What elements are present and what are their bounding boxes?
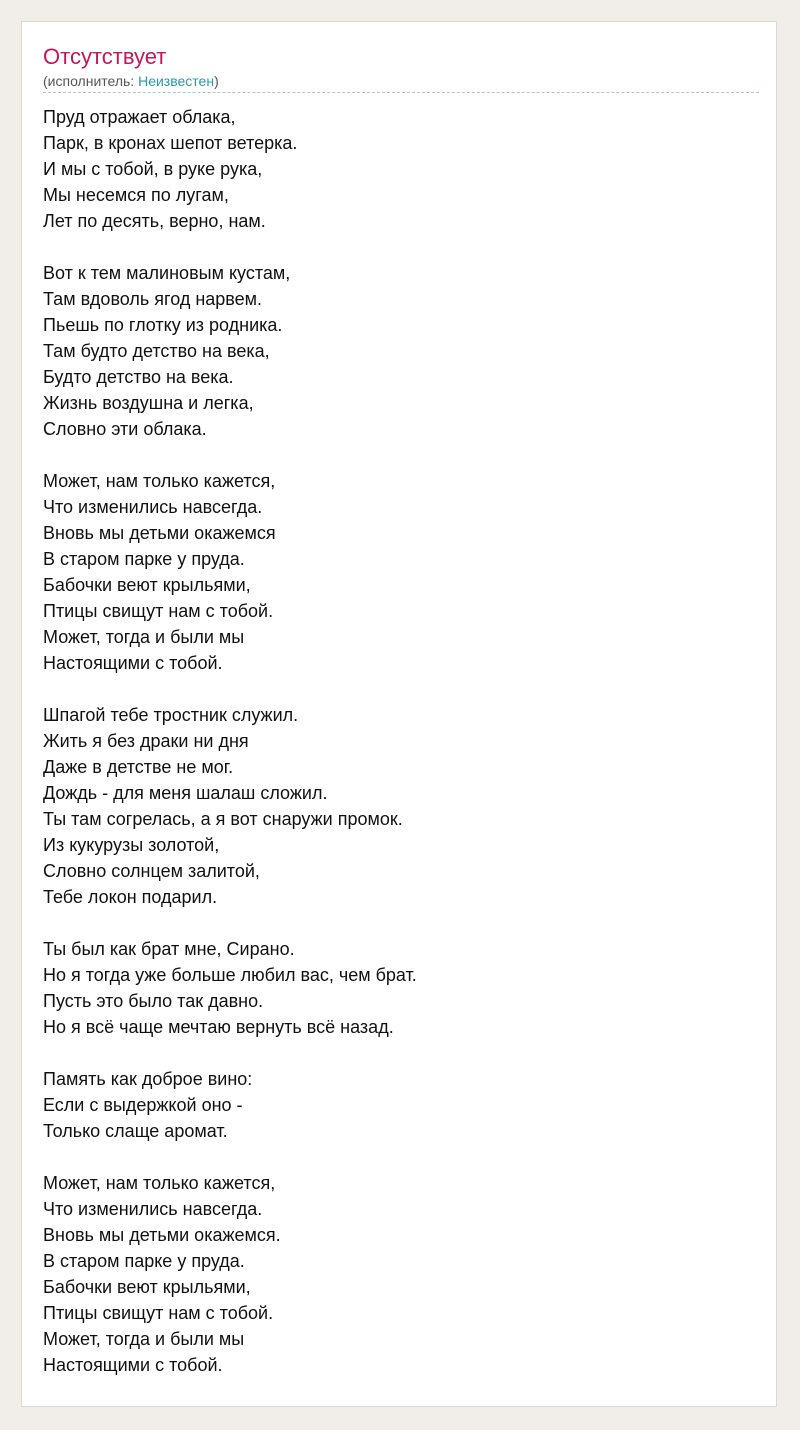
lyrics-body xyxy=(43,104,759,1404)
song-header xyxy=(43,44,759,93)
lyrics-stanza xyxy=(43,1066,759,1144)
lyric-line: И мы с тобой, в руке рука, xyxy=(43,159,263,179)
lyric-line: Будто детство на века. xyxy=(43,367,234,387)
lyrics-card xyxy=(21,21,777,1407)
lyric-line: Может, нам только кажется, xyxy=(43,471,276,491)
lyric-line: Вновь мы детьми окажемся. xyxy=(43,1225,281,1245)
lyric-line: Но я всё чаще мечтаю вернуть всё назад. xyxy=(43,1017,394,1037)
lyric-line: Там вдоволь ягод нарвем. xyxy=(43,289,263,309)
lyrics-stanza xyxy=(43,936,759,1040)
lyric-line: Тебе локон подарил. xyxy=(43,887,218,907)
lyric-line: Птицы свищут нам с тобой. xyxy=(43,601,274,621)
lyric-line: Только слаще аромат. xyxy=(43,1121,228,1141)
lyric-line: Пусть это было так давно. xyxy=(43,991,264,1011)
lyric-line: Мы несемся по лугам, xyxy=(43,185,229,205)
lyrics-stanza xyxy=(43,1170,759,1378)
lyrics-stanza xyxy=(43,702,759,910)
lyric-line: Пруд отражает облака, xyxy=(43,107,236,127)
lyric-line: В старом парке у пруда. xyxy=(43,1251,245,1271)
lyric-line: Что изменились навсегда. xyxy=(43,1199,263,1219)
lyric-line: Ты там согрелась, а я вот снаружи промок. xyxy=(43,809,403,829)
lyric-line: Там будто детство на века, xyxy=(43,341,270,361)
lyric-line: Парк, в кронах шепот ветерка. xyxy=(43,133,298,153)
lyric-line: Может, тогда и были мы xyxy=(43,627,245,647)
lyric-line: Даже в детстве не мог. xyxy=(43,757,234,777)
lyric-line: Что изменились навсегда. xyxy=(43,497,263,517)
lyric-line: Бабочки веют крыльями, xyxy=(43,1277,251,1297)
artist-suffix: ) xyxy=(214,73,219,89)
lyric-line: Но я тогда уже больше любил вас, чем брат. xyxy=(43,965,417,985)
lyric-line: Словно эти облака. xyxy=(43,419,207,439)
lyric-line: Жизнь воздушна и легка, xyxy=(43,393,254,413)
lyric-line: Птицы свищут нам с тобой. xyxy=(43,1303,274,1323)
lyric-line: Память как доброе вино: xyxy=(43,1069,253,1089)
lyric-line: Ты был как брат мне, Сирано. xyxy=(43,939,295,959)
lyric-line: Бабочки веют крыльями, xyxy=(43,575,251,595)
artist-link[interactable]: Неизвестен xyxy=(138,73,215,89)
lyric-line: Вот к тем малиновым кустам, xyxy=(43,263,291,283)
artist-line xyxy=(43,72,759,90)
lyric-line: Лет по десять, верно, нам. xyxy=(43,211,266,231)
song-title: Отсутствует xyxy=(43,44,167,69)
lyric-line: В старом парке у пруда. xyxy=(43,549,245,569)
lyric-line: Пьешь по глотку из родника. xyxy=(43,315,283,335)
lyrics-stanza xyxy=(43,260,759,442)
lyric-line: Шпагой тебе тростник служил. xyxy=(43,705,299,725)
lyric-line: Настоящими с тобой. xyxy=(43,653,223,673)
lyric-line: Настоящими с тобой. xyxy=(43,1355,223,1375)
lyrics-stanza xyxy=(43,468,759,676)
lyric-line: Дождь - для меня шалаш сложил. xyxy=(43,783,328,803)
lyrics-stanza xyxy=(43,104,759,234)
lyric-line: Из кукурузы золотой, xyxy=(43,835,220,855)
lyric-line: Словно солнцем залитой, xyxy=(43,861,260,881)
artist-prefix: (исполнитель: xyxy=(43,73,139,89)
lyric-line: Может, тогда и были мы xyxy=(43,1329,245,1349)
lyric-line: Жить я без драки ни дня xyxy=(43,731,249,751)
lyric-line: Если с выдержкой оно - xyxy=(43,1095,243,1115)
lyric-line: Вновь мы детьми окажемся xyxy=(43,523,276,543)
lyric-line: Может, нам только кажется, xyxy=(43,1173,276,1193)
